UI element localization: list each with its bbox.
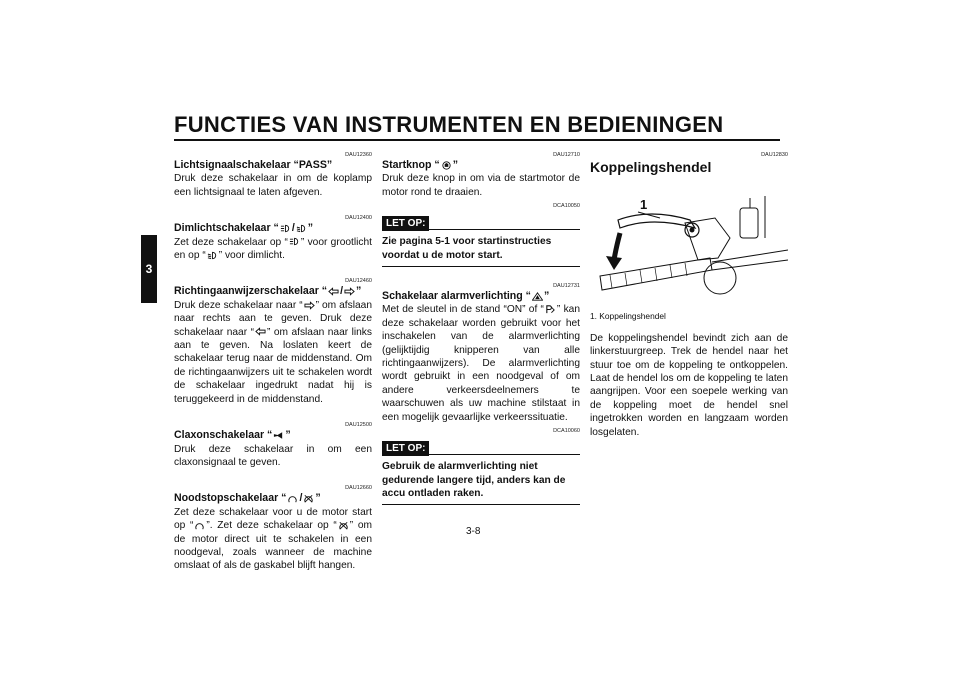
caution-text: Zie pagina 5-1 voor startinstructies voordat u de motor start. bbox=[382, 235, 580, 267]
ref-code: DAU12400 bbox=[345, 215, 372, 222]
caution-text: Gebruik de alarmverlichting niet gedurende langere tijd, anders kan de accu ontladen raken. bbox=[382, 460, 580, 505]
engine-stop-switch-title: Noodstopschakelaar “ / ” bbox=[174, 492, 321, 505]
high-beam-icon bbox=[289, 237, 300, 246]
horn-icon bbox=[273, 431, 284, 440]
ref-code: DAU12731 bbox=[553, 283, 580, 290]
horn-switch-title: Claxonschakelaar “ ” bbox=[174, 429, 291, 442]
turn-signal-switch-title: Richtingaanwijzerschakelaar “ / ” bbox=[174, 285, 362, 298]
caution-note bbox=[382, 216, 580, 267]
turn-right-icon bbox=[304, 301, 315, 310]
start-icon bbox=[441, 161, 452, 170]
engine-run-icon bbox=[287, 494, 298, 503]
start-button-body: Druk deze knop in om via de startmotor de motor rond te draaien. bbox=[382, 173, 580, 198]
column-1 bbox=[174, 150, 372, 573]
engine-stop-icon bbox=[338, 521, 349, 530]
turn-right-icon bbox=[344, 287, 355, 296]
ref-code: DAU12460 bbox=[345, 278, 372, 285]
engine-run-icon bbox=[194, 521, 205, 530]
engine-stop-switch-body: Zet deze schakelaar voor u de motor start op “ ”. Zet deze schakelaar op “ ” om de motor direct uit te schakelen in een noodgeval, zoals wanneer de machine omslaat of als de gaskabel blijft hangen. bbox=[174, 506, 372, 572]
figure-caption: 1. Koppelingshendel bbox=[590, 311, 666, 322]
engine-stop-icon bbox=[303, 494, 314, 503]
dimmer-switch-title: Dimlichtschakelaar “ / ” bbox=[174, 222, 314, 235]
chapter-tab: 3 bbox=[141, 235, 157, 303]
pass-switch-title: Lichtsignaalschakelaar “PASS” bbox=[174, 159, 333, 171]
low-beam-icon bbox=[207, 251, 218, 260]
parking-icon bbox=[545, 305, 556, 314]
caution-note bbox=[382, 441, 580, 505]
column-2 bbox=[382, 150, 580, 505]
callout-number: 1 bbox=[640, 197, 648, 213]
turn-signal-switch-body: Druk deze schakelaar naar “ ” om afslaan naar rechts aan te geven. Druk deze schakelaar naar “ ” om afslaan naar links aan te geven. Na loslaten keert de schakelaar terug naar de middenstand. Om de richtingaanwijzers uit te schakelen wordt de schakelaar ingedrukt nadat hij is teruggekeerd in de middenstand. bbox=[174, 299, 372, 405]
ref-code: DAU12710 bbox=[553, 152, 580, 158]
ref-code: DCA10050 bbox=[553, 203, 580, 210]
page-header-title: FUNCTIES VAN INSTRUMENTEN EN BEDIENINGEN bbox=[174, 112, 724, 137]
column-3 bbox=[590, 150, 788, 439]
ref-code: DAU12360 bbox=[345, 152, 372, 158]
hazard-icon bbox=[532, 292, 543, 301]
clutch-lever-body: De koppelingshendel bevindt zich aan de linkerstuurgreep. Trek de hendel naar het stuur toe om de koppeling te ontkoppelen. Laat de hendel los om de koppeling te laten aangrijpen. Voor een soepele werking van de koppeling moet de hendel snel ingetrokken worden en langzaam worden losgelaten. bbox=[590, 332, 788, 438]
page-number: 3-8 bbox=[466, 526, 481, 537]
clutch-lever-illustration bbox=[590, 178, 788, 308]
caution-label: LET OP: bbox=[382, 441, 429, 456]
ref-code: DAU12830 bbox=[761, 152, 788, 158]
ref-code: DCA10060 bbox=[553, 428, 580, 435]
turn-left-icon bbox=[255, 327, 266, 336]
header-rule bbox=[174, 139, 780, 141]
ref-code: DAU12500 bbox=[345, 422, 372, 429]
turn-left-icon bbox=[328, 287, 339, 296]
hazard-switch-title: Schakelaar alarmverlichting “ ” bbox=[382, 290, 550, 303]
start-button-title: Startknop “ ” bbox=[382, 159, 458, 171]
caution-label: LET OP: bbox=[382, 216, 429, 231]
dimmer-switch-body: Zet deze schakelaar op “ ” voor grootlicht en op “ ” voor dimlicht. bbox=[174, 236, 372, 262]
hazard-switch-body: Met de sleutel in de stand “ON” of “ ” kan deze schakelaar worden gebruikt voor het inschakelen van de alarmverlichting (gelijktijdig knipperen van alle richtingaanwijzers). De alarmverlichting wordt gebruikt in een noodgeval of om andere verkeersdeelnemers te waarschuwen als uw machine stilstaat in een mogelijk gevaarlijke verkeerssituatie. bbox=[382, 304, 580, 423]
horn-switch-body: Druk deze schakelaar in om een claxonsignaal te geven. bbox=[174, 443, 372, 468]
ref-code: DAU12660 bbox=[345, 485, 372, 492]
low-beam-icon bbox=[296, 224, 307, 233]
pass-switch-body: Druk deze schakelaar in om de koplamp een lichtsignaal te laten afgeven. bbox=[174, 173, 372, 198]
high-beam-icon bbox=[280, 224, 291, 233]
clutch-lever-title: Koppelingshendel bbox=[590, 159, 712, 175]
